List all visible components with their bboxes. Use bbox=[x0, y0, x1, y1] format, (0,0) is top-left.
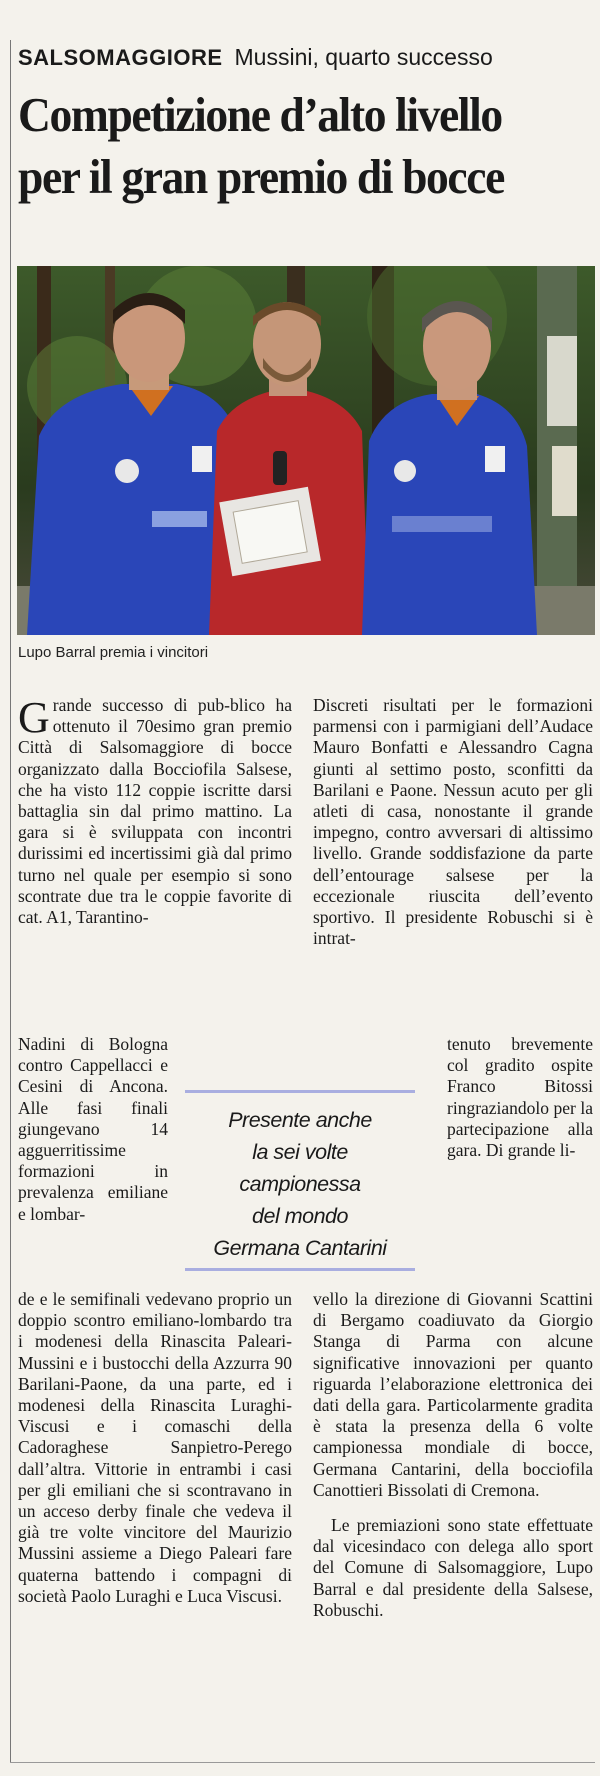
article-paragraph-1: rande successo di pub-blico ha ottenuto il 70esimo gran premio Città di Salsomaggiore di bocce organizzato dalla Bocciofila Salsese, che ha visto 112 coppie iscritte darsi battaglia sin dal primo mattino. La gara si è sviluppata con incontri durissimi ed incertissimi già dal primo turno nel quale per esempio si sono scontrate due tra le coppie favorite di cat. A1, Tarantino- bbox=[18, 695, 292, 928]
article-paragraph-3: Le premiazioni sono state effettuate dal vicesindaco con delega allo sport del Comune di Salsomaggiore, Lupo Barral e dal presidente della Salsese, Robuschi. bbox=[313, 1515, 593, 1620]
award-photo bbox=[17, 266, 595, 635]
article-column-2-narrow bbox=[447, 1034, 593, 1161]
headline-line-2: per il gran premio di bocce bbox=[18, 149, 504, 204]
pull-quote-line: la sei volte bbox=[252, 1140, 348, 1164]
left-column-rule bbox=[10, 40, 11, 1762]
article-paragraph-2-end: vello la direzione di Giovanni Scattini di Bergamo coadiuvato da Giorgio Stanga di Parma con alcune significative innovazioni per quanto riguarda l’elaborazione elettronica dei dati della gara. Particolarmente gradita è stata la presenza della 6 volte campionessa mondiale di bocce, Germana Cantarini, della bocciofila Canottieri Bissolati di Cremona. bbox=[313, 1289, 593, 1500]
article-paragraph-2-cont: tenuto brevemente col gradito ospite Franco Bitossi ringraziandolo per la partecipazione alla gara. Di grande li- bbox=[447, 1034, 593, 1161]
pull-quote bbox=[185, 1090, 415, 1280]
article-column-1-top bbox=[18, 695, 292, 928]
pull-quote-line: Presente anche bbox=[228, 1108, 372, 1132]
article-column-2-bottom bbox=[313, 1289, 593, 1621]
award-photo-illustration bbox=[17, 266, 595, 635]
headline-line-1: Competizione d’alto livello bbox=[18, 87, 502, 142]
article-paragraph-2: Discreti risultati per le formazioni parmensi con i parmigiani dell’Audace Mauro Bonfatti e Alessandro Cagna giunti al settimo posto, sconfitti da Barilani e Paone. Nessun acuto per gli atleti di casa, nonostante il grande impegno, contro avversari di altissimo livello. Grande soddisfazione da parte dell’entourage salsese per la eccezionale riuscita dell’evento sportivo. Il presidente Robuschi si è intrat- bbox=[313, 695, 593, 949]
pull-quote-line: del mondo bbox=[252, 1204, 348, 1228]
kicker bbox=[18, 40, 493, 74]
kicker-place: SALSOMAGGIORE bbox=[18, 45, 223, 70]
kicker-subtitle: Mussini, quarto successo bbox=[234, 44, 493, 70]
pull-quote-line: campionessa bbox=[239, 1172, 361, 1196]
photo-caption: Lupo Barral premia i vincitori bbox=[18, 644, 209, 661]
article-paragraph-1-end: de e le semifinali vedevano proprio un doppio scontro emiliano-lombardo tra i modenesi della Rinascita Paleari-Mussini e i bustocchi della Azzurra 90 Barilani-Paone, da una parte, ed i modenesi della Rinascita Luraghi-Viscusi e i comaschi della Cadoraghese Sanpietro-Perego dall’altra. Vittorie in entrambi i casi per gli emiliani che si scontravano in un acceso derby finale che vedeva il già tre volte vincitore del Maurizio Mussini assieme a Diego Paleari fare quaterna battendo i compagni di società Paolo Luraghi e Luca Viscusi. bbox=[18, 1289, 292, 1606]
pull-quote-bottom-rule bbox=[185, 1268, 415, 1271]
pull-quote-top-rule bbox=[185, 1090, 415, 1093]
article-paragraph-1-cont: Nadini di Bologna contro Cappellacci e Cesini di Ancona. Alle fasi finali giungevano 14 agguerritissime formazioni in prevalenza emiliane e lombar- bbox=[18, 1034, 168, 1224]
pull-quote-text bbox=[185, 1104, 415, 1264]
drop-cap: G bbox=[18, 693, 50, 742]
bottom-rule bbox=[10, 1762, 595, 1763]
article-column-1-bottom bbox=[18, 1289, 292, 1607]
headline bbox=[18, 84, 552, 208]
article-column-1-narrow bbox=[18, 1034, 168, 1225]
article-column-2-top bbox=[313, 695, 593, 949]
pull-quote-line: Germana Cantarini bbox=[213, 1236, 387, 1260]
